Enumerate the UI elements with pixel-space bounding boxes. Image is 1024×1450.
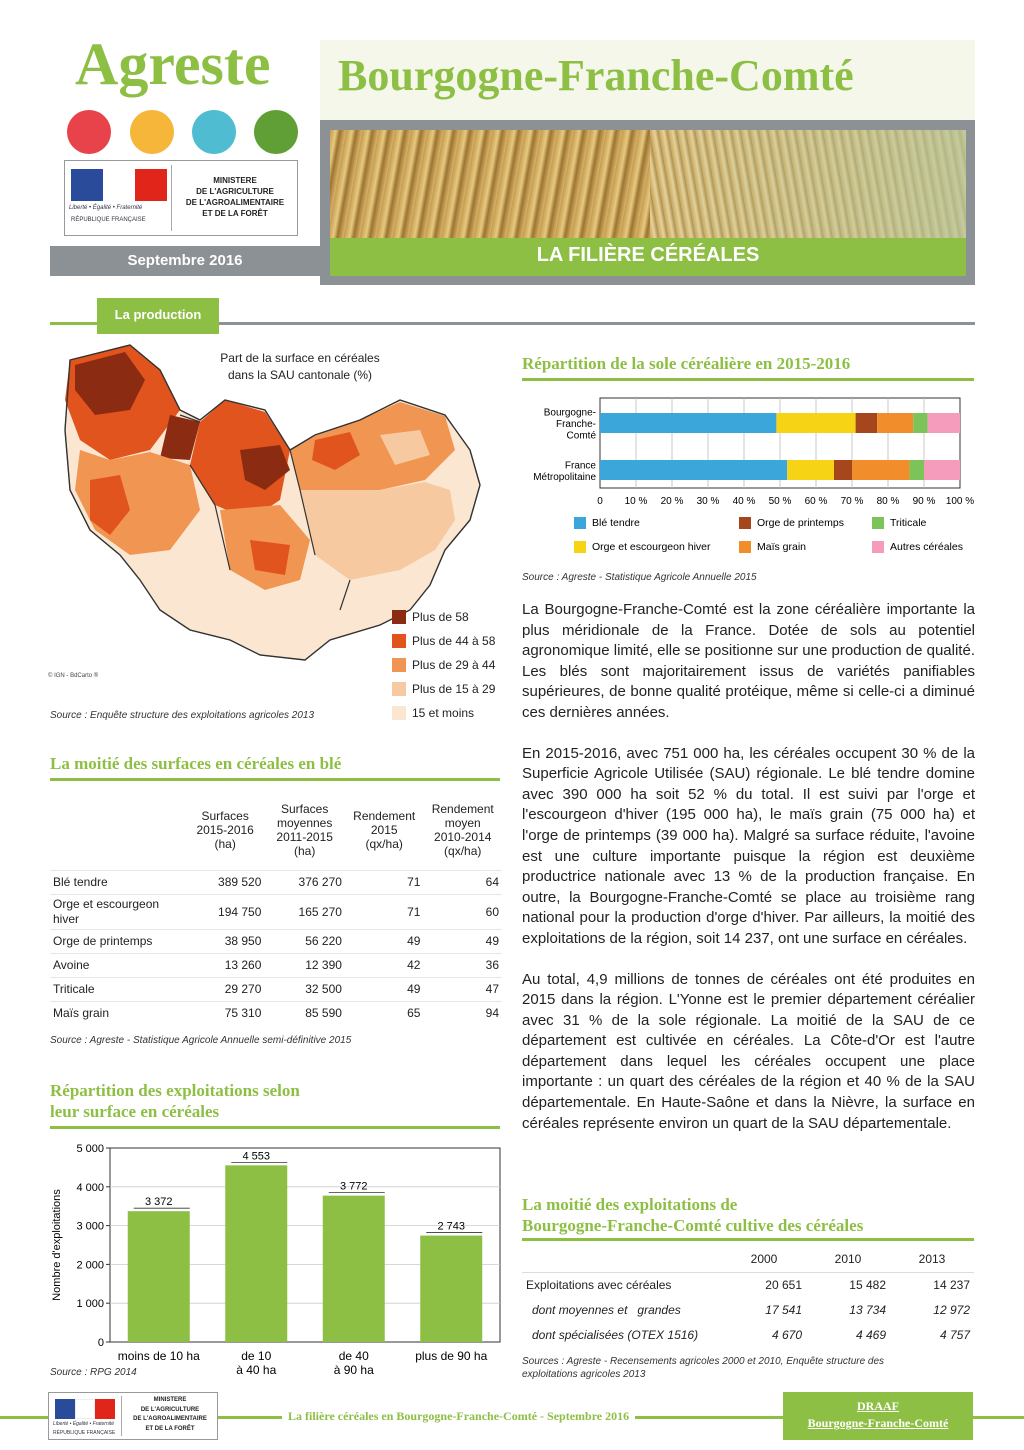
x-tick-label: 0 bbox=[597, 496, 603, 507]
x-tick-label: 70 % bbox=[840, 496, 864, 507]
farms-cereals-table bbox=[522, 1247, 974, 1347]
category-label: à 90 ha bbox=[333, 1363, 374, 1377]
region-title-box bbox=[320, 40, 975, 120]
map-title: Part de la surface en céréales dans la SAU cantonale (%) bbox=[220, 351, 380, 382]
footer-title: La filière céréales en Bourgogne-Franche-Comté - Septembre 2016 bbox=[282, 1409, 635, 1424]
bar-segment bbox=[877, 413, 913, 433]
sole-chart-source: Source : Agreste - Statistique Agricole Annuelle 2015 bbox=[522, 572, 757, 583]
row-label: Avoine bbox=[50, 953, 186, 977]
y-tick-label: 5 000 bbox=[76, 1143, 104, 1155]
row-label: Blé tendre bbox=[50, 870, 186, 894]
row-label: Maïs grain bbox=[50, 1001, 186, 1025]
marianne-flag-icon bbox=[71, 169, 167, 201]
legend-label: Plus de 44 à 58 bbox=[412, 634, 496, 648]
legend-swatch bbox=[392, 610, 406, 624]
y-tick-label: 1 000 bbox=[76, 1298, 104, 1311]
ministry-name: MINISTERE DE L'AGRICULTURE DE L'AGROALIMENTAIRE ET DE LA FORÊT bbox=[133, 1397, 207, 1432]
table-row: dont moyennes et grandes 17 541 13 734 12 972 bbox=[522, 1297, 974, 1322]
republic-name: RÉPUBLIQUE FRANÇAISE bbox=[71, 217, 146, 223]
paragraph: La Bourgogne-Franche-Comté est la zone céréalière importante la plus méridionale de la France. Dotée de sols au potentiel agronomique limité, elle se positionne sur une production de qualité. Les blés sont majoritairement issus de variétés panifiables supérieures, de bonne qualité protéique, même si celle-ci a diminué ces dernières années. bbox=[522, 601, 975, 721]
cereal-surface-table bbox=[50, 790, 502, 1025]
article-body bbox=[522, 600, 975, 1154]
category-label: Franche- bbox=[555, 419, 596, 430]
legend-label: Plus de 29 à 44 bbox=[412, 658, 496, 672]
bar-segment bbox=[913, 413, 927, 433]
col-header: Surfaces moyennes 2011-2015 (ha) bbox=[276, 801, 333, 858]
category-label: de 10 bbox=[241, 1349, 272, 1363]
row-label: Orge de printemps bbox=[50, 929, 186, 953]
x-tick-label: 100 % bbox=[945, 496, 975, 507]
y-axis-label: Nombre d'exploitations bbox=[51, 1189, 63, 1301]
bar-segment bbox=[852, 460, 910, 480]
table1-rule bbox=[50, 778, 500, 781]
bar bbox=[420, 1236, 482, 1342]
map-source: Source : Enquête structure des exploitations agricoles 2013 bbox=[50, 710, 315, 721]
bar-segment bbox=[834, 460, 852, 480]
region-title: Bourgogne-Franche-Comté bbox=[338, 51, 854, 100]
yellow-dot bbox=[130, 110, 174, 154]
value-label: 3 372 bbox=[144, 1196, 173, 1209]
map-copyright: © IGN - BdCarto ® bbox=[48, 673, 99, 679]
row-label: Triticale bbox=[50, 977, 186, 1001]
banner-title: LA FILIÈRE CÉRÉALES bbox=[536, 244, 760, 266]
category-label: moins de 10 ha bbox=[117, 1349, 200, 1363]
category-label: de 40 bbox=[338, 1349, 369, 1363]
y-tick-label: 4 000 bbox=[76, 1181, 104, 1194]
sole-chart-heading: Répartition de la sole céréalière en 2015-2016 bbox=[522, 354, 851, 373]
col-header: Rendement moyen 2010-2014 (qx/ha) bbox=[431, 801, 494, 858]
table3-heading: La moitié des exploitations de Bourgogne-Franche-Comté cultive des céréales bbox=[522, 1195, 864, 1235]
table-row: Orge et escourgeon hiver 194 750 165 270 71 60 bbox=[50, 894, 502, 929]
legend-label: Blé tendre bbox=[592, 517, 640, 529]
value-label: 3 772 bbox=[339, 1180, 368, 1193]
legend-swatch bbox=[392, 682, 406, 696]
cereal-share-map bbox=[50, 340, 510, 680]
y-tick-label: 2 000 bbox=[76, 1259, 104, 1272]
x-tick-label: 50 % bbox=[768, 496, 792, 507]
table-header-row bbox=[522, 1247, 974, 1272]
x-tick-label: 90 % bbox=[912, 496, 936, 507]
green-dot bbox=[254, 110, 298, 154]
legend-swatch bbox=[392, 658, 406, 672]
category-label: Métropolitaine bbox=[533, 471, 596, 483]
sole-chart-rule bbox=[522, 378, 974, 381]
category-label: Bourgogne- bbox=[543, 407, 596, 419]
x-tick-label: 10 % bbox=[624, 496, 648, 507]
bar-segment bbox=[600, 460, 787, 480]
table-row: Avoine 13 260 12 390 42 36 bbox=[50, 953, 502, 977]
table-header-row bbox=[50, 790, 502, 870]
col-header: Surfaces 2015-2016 (ha) bbox=[196, 808, 254, 851]
legend-label: Orge et escourgeon hiver bbox=[592, 541, 711, 553]
farms-bar-chart bbox=[44, 1134, 504, 1384]
legend-label: Orge de printemps bbox=[757, 517, 844, 529]
bar-chart-source: Source : RPG 2014 bbox=[50, 1367, 137, 1378]
section-rule-accent bbox=[50, 322, 98, 325]
legend-label: Autres céréales bbox=[890, 541, 963, 553]
legend-swatch bbox=[392, 706, 406, 720]
legend-label: Plus de 58 bbox=[412, 610, 469, 624]
table-row: dont spécialisées (OTEX 1516) 4 670 4 469 4 757 bbox=[522, 1322, 974, 1347]
legend-label: Maïs grain bbox=[757, 541, 807, 553]
bar-segment bbox=[924, 460, 960, 480]
legend-swatch bbox=[392, 634, 406, 648]
ministry-name: MINISTERE DE L'AGRICULTURE DE L'AGROALIMENTAIRE ET DE LA FORÊT bbox=[185, 176, 285, 218]
table-row: Blé tendre 389 520 376 270 71 64 bbox=[50, 870, 502, 894]
legend-swatch bbox=[872, 517, 884, 529]
col-header: 2000 bbox=[750, 1252, 778, 1267]
bar-segment bbox=[928, 413, 960, 433]
republic-motto: Liberté • Égalité • Fraternité bbox=[53, 1421, 115, 1427]
red-dot bbox=[67, 110, 111, 154]
table-row: Orge de printemps 38 950 56 220 49 49 bbox=[50, 929, 502, 953]
row-label: Orge et escourgeon hiver bbox=[50, 894, 186, 929]
bar-segment bbox=[787, 460, 834, 480]
col-header: 2013 bbox=[918, 1252, 946, 1267]
category-label: à 40 ha bbox=[236, 1363, 277, 1377]
table-row: Maïs grain 75 310 85 590 65 94 bbox=[50, 1001, 502, 1025]
table3-rule bbox=[522, 1238, 974, 1241]
legend-swatch bbox=[739, 541, 751, 553]
ministry-logo bbox=[64, 160, 298, 236]
value-label: 2 743 bbox=[437, 1220, 466, 1233]
col-header: 2010 bbox=[834, 1252, 862, 1267]
legend-swatch bbox=[739, 517, 751, 529]
x-tick-label: 20 % bbox=[660, 496, 684, 507]
col-header: Rendement 2015 (qx/ha) bbox=[353, 808, 416, 851]
x-tick-label: 60 % bbox=[804, 496, 828, 507]
table-row: Exploitations avec céréales 20 651 15 482 14 237 bbox=[522, 1272, 974, 1297]
bar-segment bbox=[600, 413, 776, 433]
table3-source: Sources : Agreste - Recensements agricoles 2000 et 2010, Enquête structure des exploitations agricoles 2013 bbox=[522, 1356, 885, 1380]
table-row: Triticale 29 270 32 500 49 47 bbox=[50, 977, 502, 1001]
category-label: plus de 90 ha bbox=[415, 1349, 488, 1363]
table1-source: Source : Agreste - Statistique Agricole Annuelle semi-définitive 2015 bbox=[50, 1035, 352, 1046]
wheat-photo-closeup bbox=[650, 130, 966, 238]
legend-swatch bbox=[872, 541, 884, 553]
bar-segment bbox=[856, 413, 878, 433]
value-label: 4 553 bbox=[242, 1150, 271, 1163]
bar-segment bbox=[776, 413, 855, 433]
paragraph: En 2015-2016, avec 751 000 ha, les céréales occupent 30 % de la Superficie Agricole Utilisée (SAU) régionale. Le blé tendre domine avec 390 000 ha soit 52 % du total. Il est suivi par l'orge et l'escourgeon d'hiver (195 000 ha), le maïs grain (75 000 ha) et l'orge de printemps (39 000 ha). Malgré sa surface réduite, l'avoine est une culture importante puisque la région est deuxième productrice nationale avec 13 % de la production française. En outre, la Bourgogne-Franche-Comté se place au troisième rang national pour la production d'orge d'hiver. Par ailleurs, la moitié des exploitations de la région, soit 14 237, ont une surface en céréales. bbox=[522, 744, 975, 947]
x-tick-label: 40 % bbox=[732, 496, 756, 507]
marianne-flag-icon bbox=[55, 1399, 115, 1419]
draaf-box: DRAAF Bourgogne-Franche-Comté bbox=[783, 1392, 973, 1440]
section-tab-production: La production bbox=[97, 298, 219, 334]
blue-dot bbox=[192, 110, 236, 154]
row-label: dont spécialisées (OTEX 1516) bbox=[532, 1327, 699, 1342]
publication-date: Septembre 2016 bbox=[50, 246, 320, 276]
category-label: Comté bbox=[566, 430, 596, 442]
row-label: Exploitations avec céréales bbox=[526, 1277, 672, 1292]
bar-segment bbox=[910, 460, 924, 480]
legend-label: Triticale bbox=[890, 517, 927, 529]
y-tick-label: 3 000 bbox=[76, 1220, 104, 1233]
x-tick-label: 30 % bbox=[696, 496, 720, 507]
x-tick-label: 80 % bbox=[876, 496, 900, 507]
paragraph: Au total, 4,9 millions de tonnes de céréales ont été produites en 2015 dans la région. L'Yonne est le premier département céréalier avec 31 % de la sole régionale. La moitié de la SAU de ce département est cultivée en céréales. La Côte-d'Or est l'autre département dans lequel les céréales occupent une place importante : un quart des céréales de la région et 40 % de la SAU départementale. En Haute-Saône et dans la Nièvre, la surface en céréales représente environ un quart de la SAU départementale. bbox=[522, 970, 975, 1132]
table1-heading: La moitié des surfaces en céréales en blé bbox=[50, 754, 342, 773]
category-label: France bbox=[564, 460, 596, 472]
footer-ministry-logo bbox=[48, 1392, 218, 1440]
bar bbox=[128, 1211, 190, 1342]
bar-chart-heading: Répartition des exploitations selon leur surface en céréales bbox=[50, 1081, 300, 1121]
legend-label: 15 et moins bbox=[412, 706, 475, 720]
sole-stacked-bar-chart bbox=[518, 390, 988, 590]
y-tick-label: 0 bbox=[97, 1337, 104, 1349]
legend-swatch bbox=[574, 541, 586, 553]
legend-label: Plus de 15 à 29 bbox=[412, 682, 496, 696]
bar bbox=[323, 1196, 385, 1342]
republic-motto: Liberté • Égalité • Fraternité bbox=[69, 205, 143, 211]
agreste-logo: Agreste bbox=[75, 31, 271, 97]
bar bbox=[225, 1165, 287, 1342]
republic-name: RÉPUBLIQUE FRANÇAISE bbox=[53, 1430, 116, 1436]
legend-swatch bbox=[574, 517, 586, 529]
row-label: dont moyennes et grandes bbox=[532, 1302, 681, 1317]
bar-chart-rule bbox=[50, 1126, 500, 1129]
